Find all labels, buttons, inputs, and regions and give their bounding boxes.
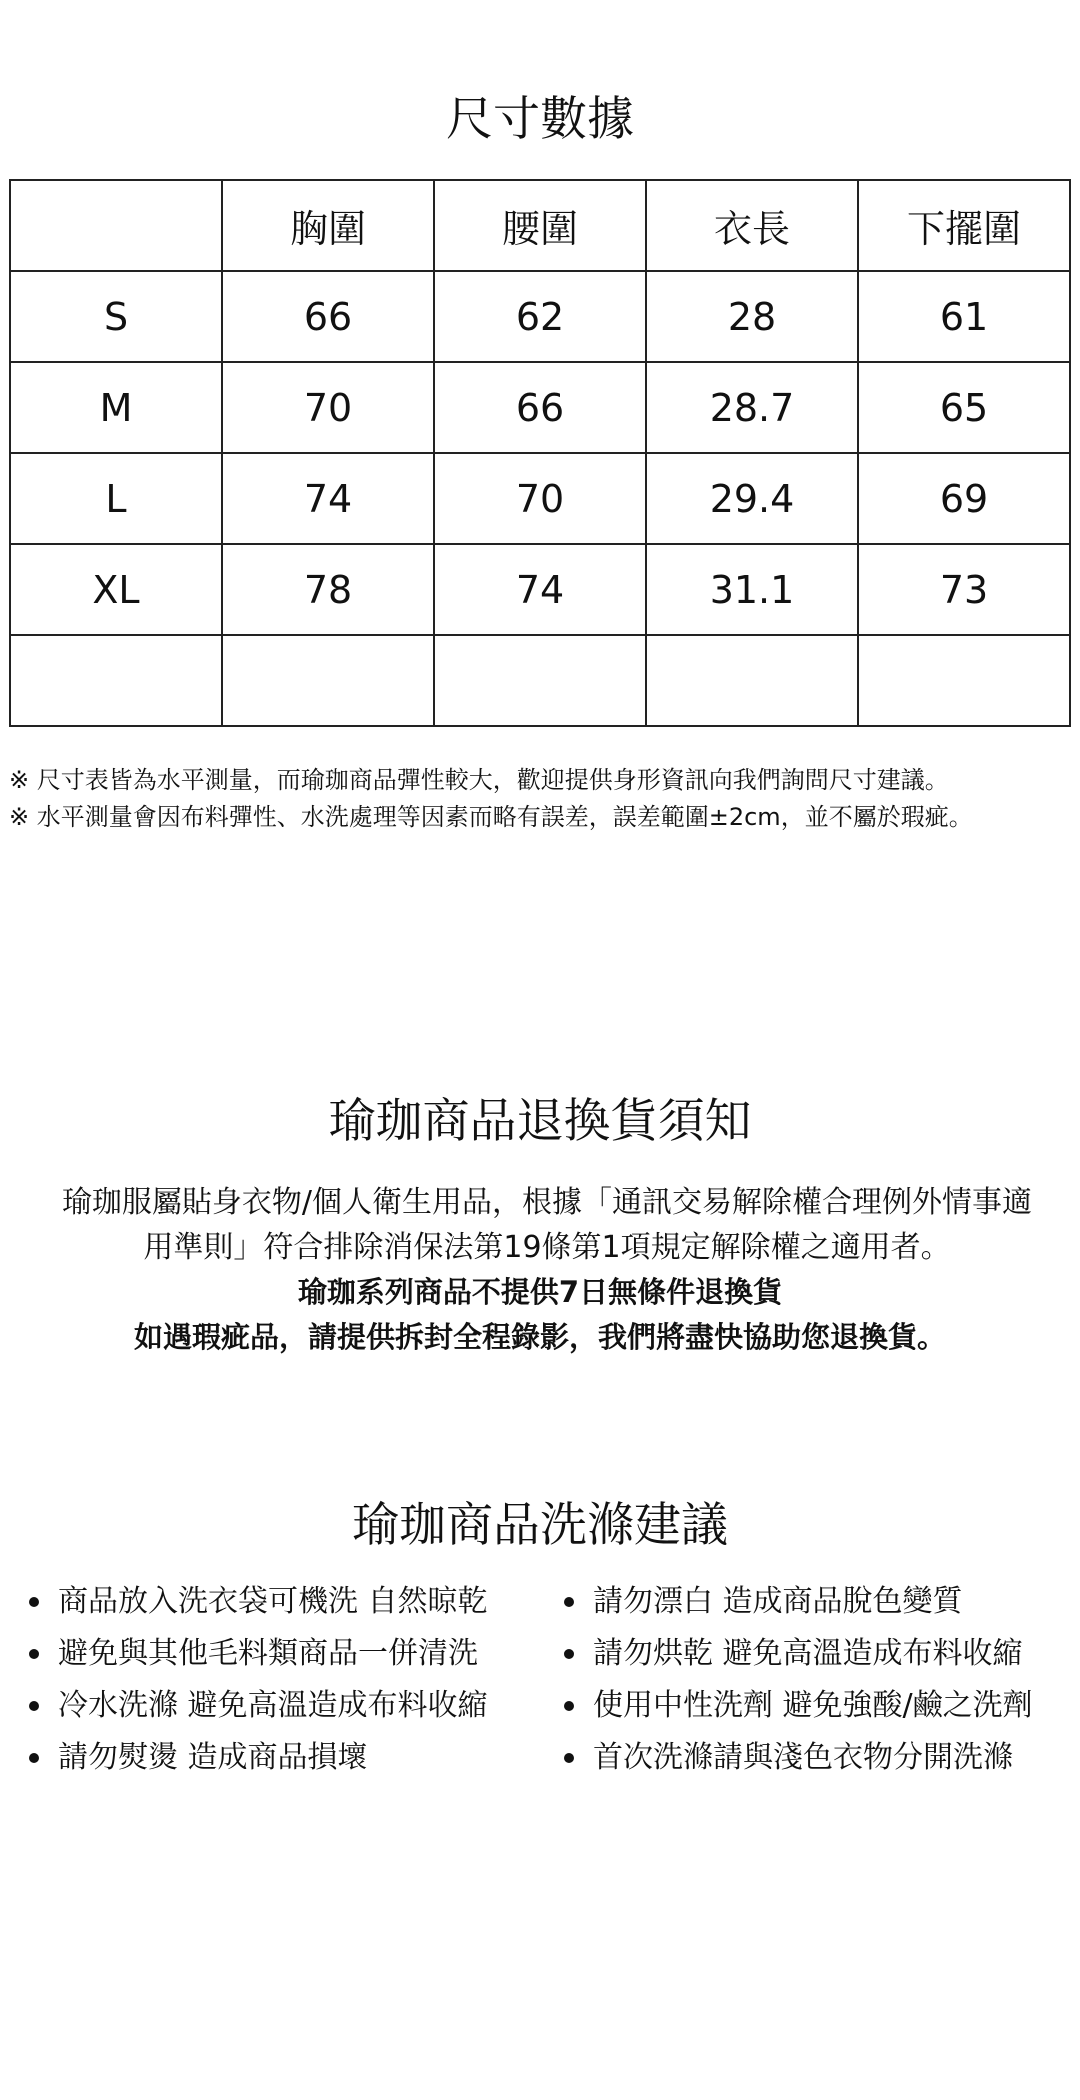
bullet-icon [564, 1701, 574, 1711]
table-cell: 66 [222, 271, 434, 362]
list-item [545, 1628, 1033, 1680]
size-label-cell: M [10, 362, 222, 453]
table-cell [10, 635, 222, 726]
table-row-empty [10, 635, 1070, 726]
bullet-icon [29, 1649, 39, 1659]
size-note-1: ※ 尺寸表皆為水平測量，而瑜珈商品彈性較大，歡迎提供身形資訊向我們詢問尺寸建議。 [9, 766, 949, 794]
table-cell: 70 [434, 453, 646, 544]
table-cell: 31.1 [646, 544, 858, 635]
care-item-text: 冷水洗滌 避免高溫造成布料收縮 [58, 1688, 488, 1723]
list-item [545, 1732, 1033, 1784]
table-cell: 70 [222, 362, 434, 453]
care-item-text: 請勿烘乾 避免高溫造成布料收縮 [593, 1636, 1023, 1671]
size-header-length: 衣長 [646, 180, 858, 271]
size-label-cell: L [10, 453, 222, 544]
list-item [10, 1576, 488, 1628]
table-cell: 28.7 [646, 362, 858, 453]
bullet-icon [564, 1597, 574, 1607]
table-cell: 73 [858, 544, 1070, 635]
care-list-left [10, 1576, 488, 1784]
bullet-icon [564, 1753, 574, 1763]
return-policy-text-line-2: 用準則」符合排除消保法第19條第1項規定解除權之適用者。 [143, 1230, 951, 1265]
list-item [10, 1628, 488, 1680]
size-table [9, 179, 1071, 727]
size-label-cell: XL [10, 544, 222, 635]
table-cell: 78 [222, 544, 434, 635]
list-item [10, 1732, 488, 1784]
list-item [10, 1680, 488, 1732]
table-cell: 74 [434, 544, 646, 635]
table-row [10, 453, 1070, 544]
table-row [10, 362, 1070, 453]
table-cell: 66 [434, 362, 646, 453]
return-policy-body [0, 1180, 1080, 1360]
table-cell [646, 635, 858, 726]
return-policy-text-line-1: 瑜珈服屬貼身衣物/個人衛生用品，根據「通訊交易解除權合理例外情事適 [61, 1185, 1033, 1220]
size-header-cell [10, 180, 222, 271]
bullet-icon [29, 1753, 39, 1763]
return-policy-bold-line-2: 如遇瑕疵品，請提供拆封全程錄影，我們將盡快協助您退換貨。 [133, 1320, 946, 1354]
return-policy-bold-line-1: 瑜珈系列商品不提供7日無條件退換貨 [297, 1275, 783, 1309]
table-cell [858, 635, 1070, 726]
table-cell: 65 [858, 362, 1070, 453]
size-notes [9, 762, 1074, 836]
size-label-cell: S [10, 271, 222, 362]
table-cell: 29.4 [646, 453, 858, 544]
care-item-text: 商品放入洗衣袋可機洗 自然晾乾 [58, 1584, 488, 1619]
bullet-icon [29, 1597, 39, 1607]
size-header-chest: 胸圍 [222, 180, 434, 271]
table-cell [222, 635, 434, 726]
size-table-header-row [10, 180, 1070, 271]
table-cell: 69 [858, 453, 1070, 544]
care-item-text: 使用中性洗劑 避免強酸/鹼之洗劑 [593, 1688, 1033, 1723]
care-item-text: 請勿漂白 造成商品脫色變質 [593, 1584, 963, 1619]
list-item [545, 1576, 1033, 1628]
table-cell: 28 [646, 271, 858, 362]
return-policy-title: 瑜珈商品退換貨須知 [328, 1094, 752, 1149]
size-chart-title: 尺寸數據 [446, 92, 634, 147]
table-row [10, 271, 1070, 362]
table-cell: 62 [434, 271, 646, 362]
bullet-icon [564, 1649, 574, 1659]
size-header-waist: 腰圍 [434, 180, 646, 271]
size-header-hem: 下擺圍 [858, 180, 1070, 271]
table-cell: 61 [858, 271, 1070, 362]
care-item-text: 避免與其他毛料類商品一併清洗 [58, 1636, 478, 1671]
care-item-text: 請勿熨燙 造成商品損壞 [58, 1740, 368, 1775]
table-cell: 74 [222, 453, 434, 544]
size-note-2: ※ 水平測量會因布料彈性、水洗處理等因素而略有誤差，誤差範圍±2cm，並不屬於瑕疵。 [9, 803, 973, 831]
table-row [10, 544, 1070, 635]
care-title: 瑜珈商品洗滌建議 [352, 1498, 728, 1553]
table-cell [434, 635, 646, 726]
care-item-text: 首次洗滌請與淺色衣物分開洗滌 [593, 1740, 1013, 1775]
list-item [545, 1680, 1033, 1732]
bullet-icon [29, 1701, 39, 1711]
care-list-right [545, 1576, 1033, 1784]
